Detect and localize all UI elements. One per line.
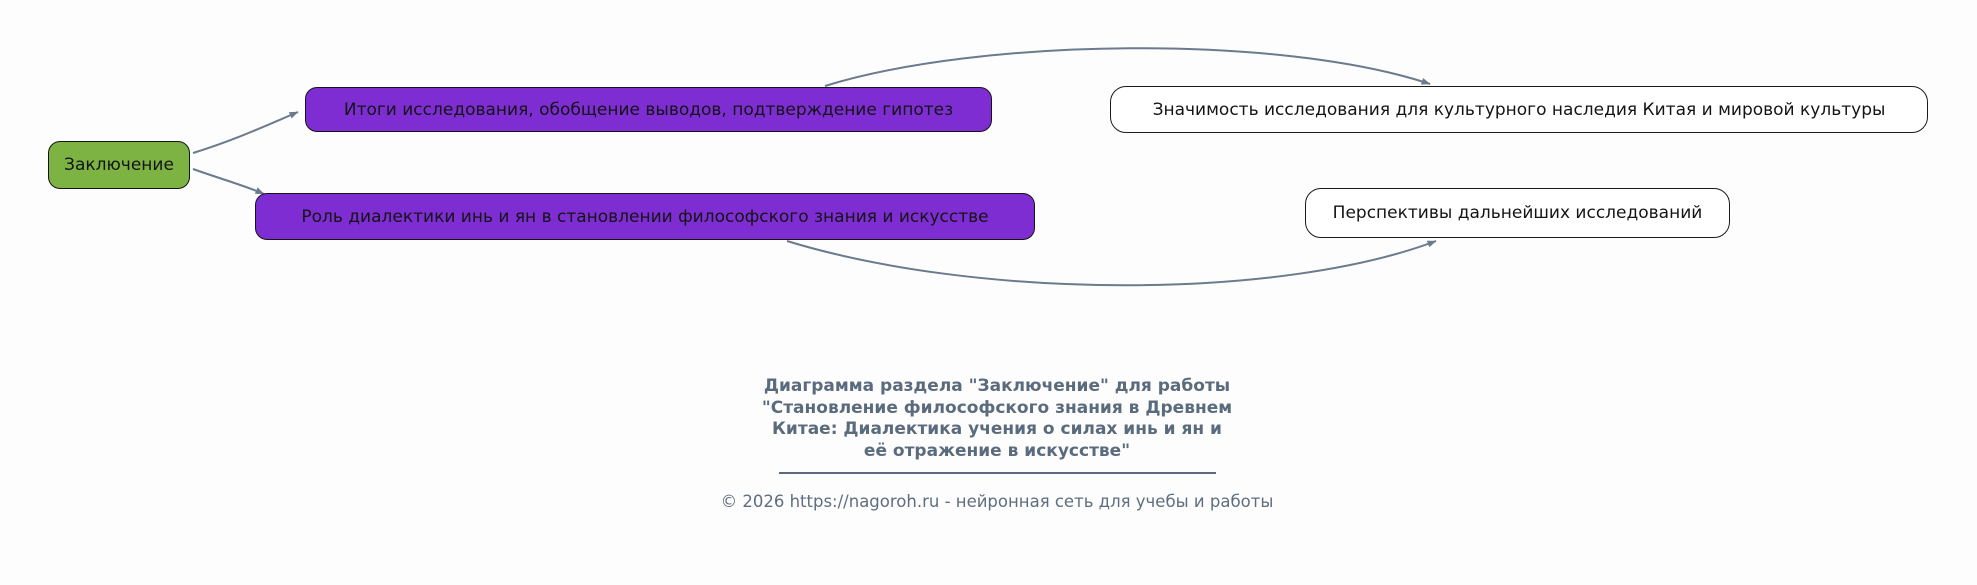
edge-root-to-branch-2 xyxy=(193,169,264,194)
node-leaf-significance-label: Значимость исследования для культурного наследия Китая и мировой культуры xyxy=(1152,99,1886,120)
node-branch-role-dialectics-label: Роль диалектики инь и ян в становлении философского знания и искусстве xyxy=(301,206,989,227)
node-branch-results xyxy=(305,87,992,132)
caption-line-1: Диаграмма раздела "Заключение" для работы xyxy=(763,376,1231,396)
caption-line-2: "Становление философского знания в Древнем xyxy=(761,397,1233,418)
node-leaf-perspectives xyxy=(1305,188,1730,238)
footer-copyright: © 2026 https://nagoroh.ru - нейронная сеть для учебы и работы xyxy=(720,492,1274,511)
caption-line-3: Китае: Диалектика учения о силах инь и ян и xyxy=(772,419,1222,439)
node-leaf-significance xyxy=(1110,86,1928,133)
node-root-conclusion xyxy=(48,141,190,189)
caption-block xyxy=(690,376,1304,511)
caption-line-4: её отражение в искусстве" xyxy=(863,440,1131,461)
edge-branch-1-to-leaf-1 xyxy=(825,48,1430,86)
node-root-label: Заключение xyxy=(64,155,174,175)
node-branch-role-dialectics xyxy=(255,193,1035,240)
caption-divider xyxy=(779,472,1216,474)
edge-root-to-branch-1 xyxy=(193,112,298,153)
node-branch-results-label: Итоги исследования, обобщение выводов, подтверждение гипотез xyxy=(343,99,954,120)
edge-branch-2-to-leaf-2 xyxy=(787,241,1436,285)
node-leaf-perspectives-label: Перспективы дальнейших исследований xyxy=(1332,203,1703,223)
